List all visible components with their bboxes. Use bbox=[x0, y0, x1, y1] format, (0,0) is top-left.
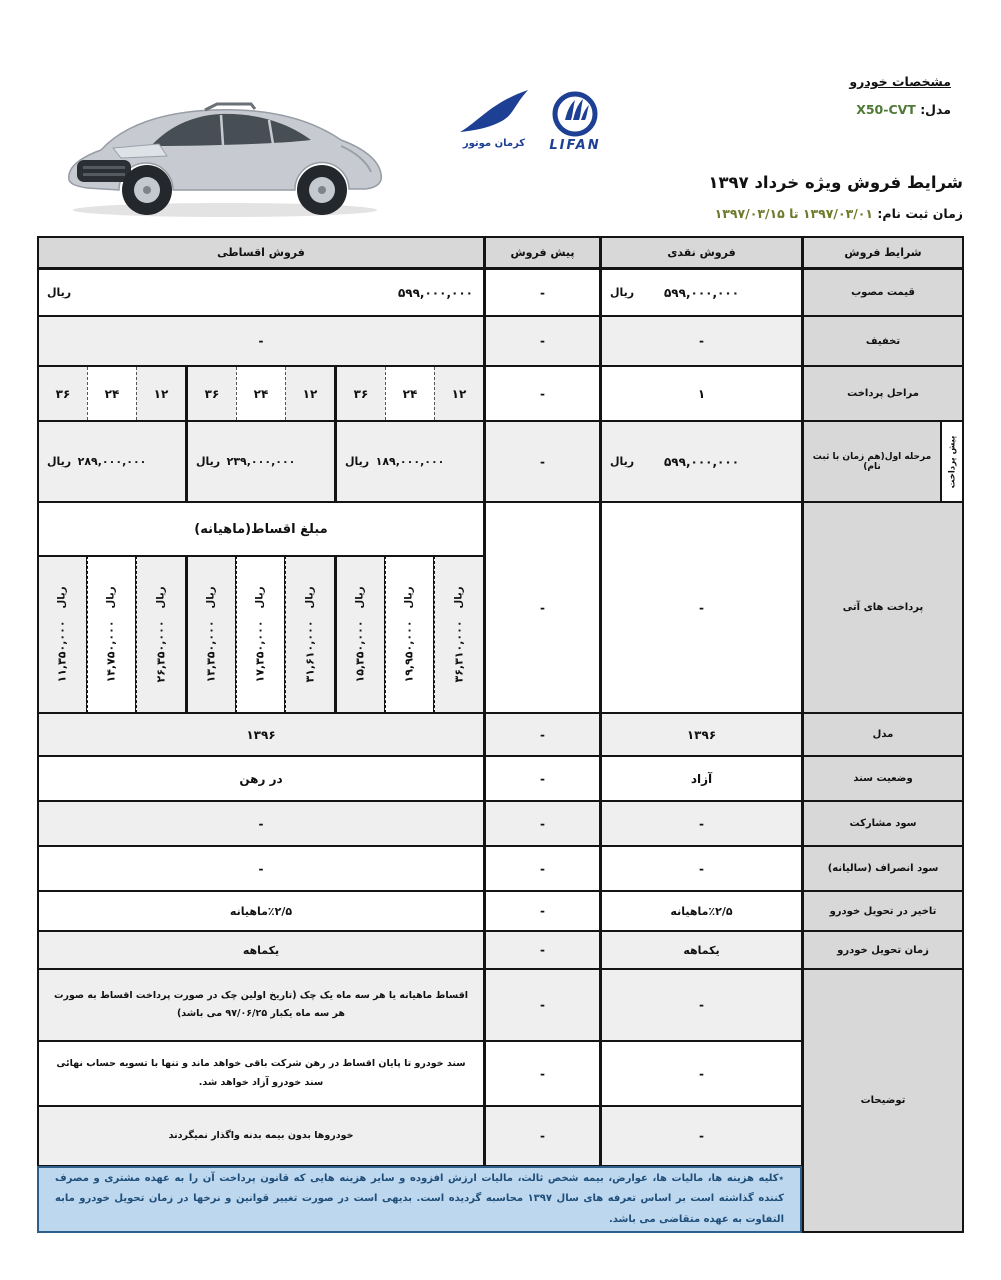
first-stage-cash-value: ۵۹۹,۰۰۰,۰۰۰ bbox=[663, 454, 740, 469]
cell-first-stage-group-2 bbox=[186, 421, 335, 502]
term-36: ۳۶ bbox=[39, 367, 87, 420]
amount-value: ۳۶,۳۱۰,۰۰۰ bbox=[452, 620, 466, 683]
rial-unit: ریال bbox=[206, 586, 217, 609]
first-stage-value: ۲۳۹,۰۰۰,۰۰۰ bbox=[226, 455, 296, 468]
price-cash-value: ۵۹۹,۰۰۰,۰۰۰ bbox=[663, 285, 740, 300]
cell-delivery-installment: یکماهه bbox=[37, 931, 484, 969]
sale-conditions-table bbox=[37, 236, 965, 1233]
rial-unit: ریال bbox=[355, 586, 366, 609]
rial-unit: ریال bbox=[106, 586, 117, 609]
rial-unit: ریال bbox=[610, 286, 635, 299]
cell-delivery-presale: - bbox=[484, 931, 600, 969]
rial-unit: ریال bbox=[196, 455, 221, 468]
cell-first-stage-presale: - bbox=[484, 421, 600, 502]
registration-label: زمان ثبت نام: bbox=[877, 206, 963, 221]
lifan-ring-icon bbox=[551, 90, 599, 138]
label-price: قیمت مصوب bbox=[802, 269, 964, 316]
cell-price-cash bbox=[600, 269, 802, 316]
cell-first-stage-cash bbox=[600, 421, 802, 502]
cell-model-installment: ۱۳۹۶ bbox=[37, 713, 484, 756]
note-1-cash: - bbox=[600, 969, 802, 1041]
note-1-presale: - bbox=[484, 969, 600, 1041]
cell-delivery-cash: یکماهه bbox=[600, 931, 802, 969]
label-participation: سود مشارکت bbox=[802, 801, 964, 846]
cell-participation-cash: - bbox=[600, 801, 802, 846]
rial-unit: ریال bbox=[47, 455, 72, 468]
car-image bbox=[55, 82, 400, 227]
registration-value: ۱۳۹۷/۰۳/۰۱ تا ۱۳۹۷/۰۳/۱۵ bbox=[714, 206, 874, 221]
cell-doc-installment: در رهن bbox=[37, 756, 484, 801]
header-installment-sale: فروش اقساطی bbox=[37, 236, 484, 269]
cell-doc-presale: - bbox=[484, 756, 600, 801]
cell-participation-installment: - bbox=[37, 801, 484, 846]
note-2: سند خودرو تا پایان اقساط در رهن شرکت باقی خواهد ماند و تنها با تسویه حساب نهائی سند خودرو آزاد خواهد شد. bbox=[37, 1041, 484, 1106]
label-delivery-time: زمان تحویل خودرو bbox=[802, 931, 964, 969]
amount-value: ۱۵,۳۵۰,۰۰۰ bbox=[354, 620, 367, 683]
amount-value: ۳۱,۶۱۰,۰۰۰ bbox=[303, 620, 317, 683]
rial-unit: ریال bbox=[255, 586, 266, 609]
prepayment-text: پیش پرداخت bbox=[946, 435, 957, 488]
amount-col-7 bbox=[335, 556, 385, 713]
stages-group-2 bbox=[186, 366, 335, 421]
term-12: ۱۲ bbox=[136, 367, 185, 420]
cell-stages-presale: - bbox=[484, 366, 600, 421]
amount-col-6 bbox=[285, 556, 335, 713]
cell-first-stage-group-1 bbox=[335, 421, 484, 502]
rial-unit: ریال bbox=[155, 586, 167, 609]
note-3-presale: - bbox=[484, 1106, 600, 1166]
label-payment-stages: مراحل پرداخت bbox=[802, 366, 964, 421]
header-presale: پیش فروش bbox=[484, 236, 600, 269]
note-1: اقساط ماهیانه یا هر سه ماه یک چک (تاریخ اولین چک در صورت پرداخت اقساط به صورت هر سه ماه یکبار ۹۷/۰۶/۲۵ می باشد) bbox=[37, 969, 484, 1041]
cell-cancellation-cash: - bbox=[600, 846, 802, 891]
price-installment-value: ۵۹۹,۰۰۰,۰۰۰ bbox=[397, 285, 473, 300]
cell-cancellation-installment: - bbox=[37, 846, 484, 891]
amount-value: ۱۴,۷۵۰,۰۰۰ bbox=[105, 620, 118, 683]
label-first-stage: مرحله اول(هم زمان با ثبت نام) bbox=[802, 421, 941, 502]
rial-unit: ریال bbox=[610, 455, 635, 468]
cell-future-cash: - bbox=[600, 502, 802, 713]
cell-future-presale: - bbox=[484, 502, 600, 713]
cell-model-cash: ۱۳۹۶ bbox=[600, 713, 802, 756]
note-2-cash: - bbox=[600, 1041, 802, 1106]
cell-price-presale: - bbox=[484, 269, 600, 316]
first-stage-value: ۲۸۹,۰۰۰,۰۰۰ bbox=[77, 455, 147, 468]
term-24: ۲۴ bbox=[87, 367, 136, 420]
label-prepayment-vertical bbox=[941, 421, 964, 502]
cell-participation-presale: - bbox=[484, 801, 600, 846]
cell-discount-installment: - bbox=[37, 316, 484, 366]
label-cancellation: سود انصراف (سالیانه) bbox=[802, 846, 964, 891]
cell-model-presale: - bbox=[484, 713, 600, 756]
vehicle-specs-title: مشخصات خودرو bbox=[849, 74, 951, 89]
registration-period-line bbox=[715, 206, 963, 221]
stages-group-1 bbox=[335, 366, 484, 421]
kerman-motor-logo bbox=[452, 88, 536, 149]
cell-price-installment bbox=[37, 269, 484, 316]
first-stage-value: ۱۸۹,۰۰۰,۰۰۰ bbox=[375, 455, 445, 468]
footer-legal-note: ٭کلیه هزینه ها، مالیات ها، عوارض، بیمه شخص ثالث، مالیات ارزش افزوده و سایر هزینه هایی که قانون پرداخت آن را به عهده مشتری و مصرف کننده گذاشته است بر اساس تعرفه های سال ۱۳۹۷ محاسبه گردیده است. بدیهی است در صورت تغییر قوانین و نرخها در زمان تحویل خودرو مابه التفاوت به عهده متقاضی می باشد. bbox=[37, 1166, 802, 1233]
cell-first-stage-group-3 bbox=[37, 421, 186, 502]
lifan-logo bbox=[540, 90, 610, 153]
term-24: ۲۴ bbox=[236, 367, 285, 420]
rial-unit: ریال bbox=[345, 455, 370, 468]
rial-unit: ریال bbox=[453, 586, 465, 609]
label-doc-status: وضعیت سند bbox=[802, 756, 964, 801]
stages-group-3 bbox=[37, 366, 186, 421]
cell-discount-presale: - bbox=[484, 316, 600, 366]
model-value: X50-CVT bbox=[856, 102, 916, 117]
amount-col-5 bbox=[236, 556, 285, 713]
note-3-cash: - bbox=[600, 1106, 802, 1166]
amount-col-4 bbox=[186, 556, 236, 713]
term-36: ۳۶ bbox=[188, 367, 236, 420]
cell-stages-cash: ۱ bbox=[600, 366, 802, 421]
cell-cancellation-presale: - bbox=[484, 846, 600, 891]
amount-col-2 bbox=[87, 556, 136, 713]
term-12: ۱۲ bbox=[434, 367, 483, 420]
cell-delay-installment: ٪۲/۵ماهیانه bbox=[37, 891, 484, 931]
kerman-motor-logo-text: کرمان موتور bbox=[462, 138, 526, 149]
amount-value: ۲۶,۳۵۰,۰۰۰ bbox=[154, 620, 168, 683]
amount-col-8 bbox=[385, 556, 434, 713]
rial-unit: ریال bbox=[304, 586, 316, 609]
amount-value: ۱۱,۳۵۰,۰۰۰ bbox=[56, 620, 69, 683]
rial-unit: ریال bbox=[57, 586, 68, 609]
amount-value: ۱۳,۳۵۰,۰۰۰ bbox=[205, 620, 218, 683]
label-discount: تخفیف bbox=[802, 316, 964, 366]
term-36: ۳۶ bbox=[337, 367, 385, 420]
amount-value: ۱۹,۹۵۰,۰۰۰ bbox=[403, 620, 416, 683]
cell-doc-cash: آزاد bbox=[600, 756, 802, 801]
rial-unit: ریال bbox=[404, 586, 415, 609]
model-label: مدل: bbox=[920, 102, 951, 117]
term-12: ۱۲ bbox=[285, 367, 334, 420]
cell-delay-cash: ٪۲/۵ماهیانه bbox=[600, 891, 802, 931]
amount-col-9 bbox=[434, 556, 484, 713]
rial-unit: ریال bbox=[47, 286, 72, 299]
note-3: خودروها بدون بیمه بدنه واگذار نمیگردند bbox=[37, 1106, 484, 1166]
term-24: ۲۴ bbox=[385, 367, 434, 420]
header-sale-conditions: شرایط فروش bbox=[802, 236, 964, 269]
model-line bbox=[856, 102, 951, 117]
label-notes: توضیحات bbox=[802, 969, 964, 1233]
label-delay: تاخیر در تحویل خودرو bbox=[802, 891, 964, 931]
kerman-motor-swoosh-icon bbox=[452, 88, 536, 134]
amount-value: ۱۷,۳۵۰,۰۰۰ bbox=[254, 620, 267, 683]
amount-col-3 bbox=[136, 556, 186, 713]
cell-discount-cash: - bbox=[600, 316, 802, 366]
sale-conditions-title: شرایط فروش ویژه خرداد ۱۳۹۷ bbox=[708, 173, 963, 192]
header-cash-sale: فروش نقدی bbox=[600, 236, 802, 269]
label-model: مدل bbox=[802, 713, 964, 756]
installment-amount-header: مبلغ اقساط(ماهیانه) bbox=[37, 502, 484, 556]
note-2-presale: - bbox=[484, 1041, 600, 1106]
cell-delay-presale: - bbox=[484, 891, 600, 931]
label-future-payments: پرداخت های آتی bbox=[802, 502, 964, 713]
lifan-logo-text: LIFAN bbox=[549, 138, 601, 153]
amount-col-1 bbox=[37, 556, 87, 713]
